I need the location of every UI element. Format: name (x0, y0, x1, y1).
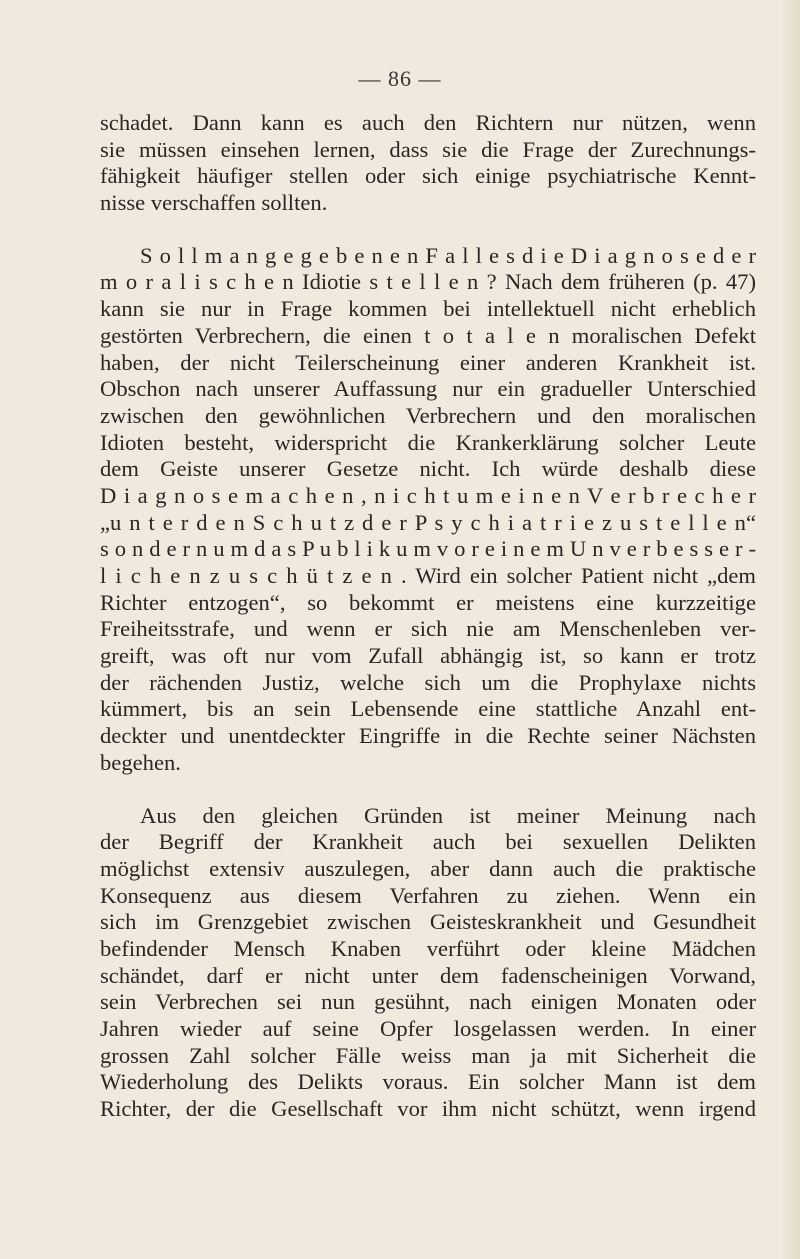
text-line: S o l l m a n g e g e b e n e n F a l l e s d i e D i a g n o s e d e r (140, 242, 756, 268)
page-number: — 86 — (358, 66, 442, 91)
text-line: Konsequenz aus diesem Verfahren zu ziehen. Wenn ein (100, 882, 756, 908)
text-line: Idioten besteht, widerspricht die Krankerklärung solcher Leute (100, 429, 756, 455)
text-line: Freiheitsstrafe, und wenn er sich nie am Menschenleben ver- (100, 616, 756, 642)
text-line: nisse verschaffen sollten. (100, 190, 328, 216)
text-line: D i a g n o s e m a c h e n , n i c h t u m e i n e n V e r b r e c h e r (100, 482, 756, 508)
paragraph-gap (100, 217, 756, 243)
text-line: möglichst extensiv auszulegen, aber dann auch die praktische (100, 855, 756, 881)
text-line: Obschon nach unserer Auffassung nur ein gradueller Unterschied (100, 376, 756, 402)
text-line: schändet, darf er nicht unter dem fadenscheinigen Vorwand, (100, 962, 756, 988)
text-line: sie müssen einsehen lernen, dass sie die Frage der Zurechnungs- (100, 136, 756, 162)
text-line: Wiederholung des Delikts voraus. Ein solcher Mann ist dem (100, 1069, 756, 1095)
text-line: der rächenden Justiz, welche sich um die Prophylaxe nichts (100, 669, 756, 695)
text-line: m o r a l i s c h e n Idiotie s t e l l e n ? Nach dem früheren (p. 47) (100, 269, 756, 295)
text-line: sich im Grenzgebiet zwischen Geisteskrankheit und Gesundheit (100, 909, 756, 935)
text-line: zwischen den gewöhnlichen Verbrechern und den moralischen (100, 402, 756, 428)
page-edge-shadow (782, 0, 800, 1259)
text-line: Richter entzogen“, so bekommt er meistens eine kurzzeitige (100, 589, 756, 615)
text-line: l i c h e n z u s c h ü t z e n . Wird ein solcher Patient nicht „dem (100, 563, 756, 588)
paragraph-2 (100, 243, 756, 777)
text-line: befindender Mensch Knaben verführt oder kleine Mädchen (100, 935, 756, 961)
paragraph-3 (100, 803, 756, 1123)
paragraph-1 (100, 110, 756, 217)
text-line: der Begriff der Krankheit auch bei sexuellen Delikten (100, 829, 756, 855)
text-body (100, 110, 756, 1123)
text-line: kann sie nur in Frage kommen bei intellektuell nicht erheblich (100, 296, 756, 322)
text-line: haben, der nicht Teilerscheinung einer anderen Krankheit ist. (100, 349, 756, 375)
text-line: kümmert, bis an sein Lebensende eine stattliche Anzahl ent- (100, 696, 756, 722)
text-line: Richter, der die Gesellschaft vor ihm nicht schützt, wenn irgend (100, 1096, 756, 1122)
text-line: „u n t e r d e n S c h u t z d e r P s y c h i a t r i e z u s t e l l e n“ (100, 509, 756, 535)
paragraph-gap (100, 777, 756, 803)
text-line: sein Verbrechen sei nun gesühnt, nach einigen Monaten oder (100, 989, 756, 1015)
text-line: fähigkeit häufiger stellen oder sich einige psychiatrische Kennt- (100, 163, 756, 189)
text-line: grossen Zahl solcher Fälle weiss man ja mit Sicherheit die (100, 1042, 756, 1068)
text-line: dem Geiste unserer Gesetze nicht. Ich würde deshalb diese (100, 456, 756, 482)
text-line: Jahren wieder auf seine Opfer losgelassen werden. In einer (100, 1016, 756, 1041)
text-line: Aus den gleichen Gründen ist meiner Meinung nach (140, 802, 756, 828)
text-line: gestörten Verbrechern, die einen t o t a l e n moralischen Defekt (100, 322, 756, 348)
text-line: schadet. Dann kann es auch den Richtern nur nützen, wenn (100, 110, 756, 135)
text-line: deckter und unentdeckter Eingriffe in die Rechte seiner Nächsten (100, 723, 756, 749)
text-line: s o n d e r n u m d a s P u b l i k u m v o r e i n e m U n v e r b e s s e r - (100, 536, 756, 562)
text-line: greift, was oft nur vom Zufall abhängig ist, so kann er trotz (100, 643, 756, 669)
text-line: begehen. (100, 749, 181, 775)
